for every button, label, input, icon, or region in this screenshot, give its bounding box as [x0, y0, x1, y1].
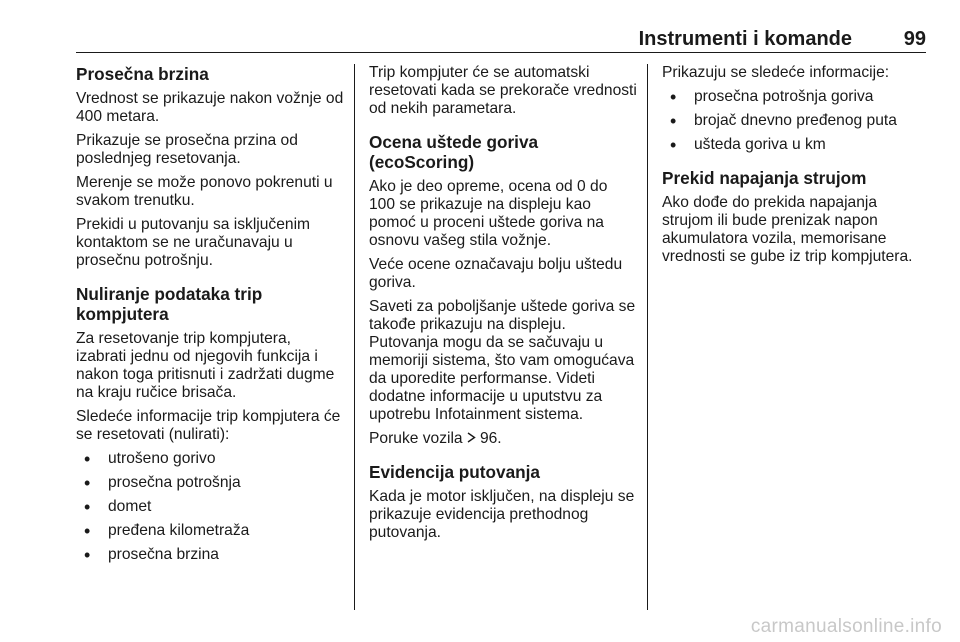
list-item: • prosečna potrošnja goriva	[662, 88, 932, 106]
column-2	[369, 64, 637, 548]
paragraph: Za resetovanje trip kompjutera, izabrati jednu od njegovih funkcija i nakon toga pritisnuti i zadržati dugme na kraju ručice brisača.	[76, 330, 335, 401]
section-heading-trip-log: Evidencija putovanja	[369, 462, 540, 482]
column-1	[76, 64, 344, 570]
paragraph: Veće ocene označavaju bolju uštedu goriva.	[369, 256, 623, 291]
column-divider-1	[354, 64, 355, 610]
page-header	[76, 26, 926, 53]
paragraph: Prikazuju se sledeće informacije:	[662, 64, 890, 81]
vehicle-messages-reference	[369, 430, 637, 448]
list-item: • pređena kilometraža	[76, 522, 344, 540]
page-number: 99	[903, 28, 926, 50]
column-3	[662, 64, 932, 272]
paragraph: Kada je motor isključen, na displeju se prikazuje evidencija prethodnog putovanja.	[369, 488, 635, 541]
reset-items-list	[76, 450, 344, 564]
site-watermark: carmanualsonline.info	[750, 616, 942, 637]
paragraph: Ako dođe do prekida napajanja strujom ili bude prenizak napon akumulatora vozila, memorisane vrednosti se gube iz trip kompjutera.	[662, 194, 913, 265]
column-divider-2	[647, 64, 648, 610]
header-title: Instrumenti i komande	[638, 28, 852, 50]
paragraph: Merenje se može ponovo pokrenuti u svakom trenutku.	[76, 174, 333, 209]
trip-log-info-list	[662, 88, 932, 154]
paragraph: Sledeće informacije trip kompjutera će se resetovati (nulirati):	[76, 408, 341, 443]
paragraph: Ako je deo opreme, ocena od 0 do 100 se prikazuje na displeju kao pomoć u proceni uštede goriva na osnovu vašeg stila vožnje.	[369, 178, 608, 249]
list-item: • domet	[76, 498, 344, 516]
section-heading-reset-trip-computer: Nuliranje podataka trip kompjutera	[76, 284, 263, 324]
list-item: • prosečna brzina	[76, 546, 344, 564]
list-item: • utrošeno gorivo	[76, 450, 344, 468]
list-item: • ušteda goriva u km	[662, 136, 932, 154]
paragraph: Prikazuje se prosečna przina od poslednjeg resetovanja.	[76, 132, 298, 167]
section-heading-average-speed: Prosečna brzina	[76, 64, 209, 84]
reference-page-link[interactable]: 96.	[479, 430, 502, 447]
section-heading-power-interruption: Prekid napajanja strujom	[662, 168, 867, 188]
paragraph: Saveti za poboljšanje uštede goriva se takođe prikazuju na displeju. Putovanja mogu da se sačuvaju u memoriji sistema, što vam omogućava da uporedite performanse. Videti dodatne informacije u uputstvu za upotrebu Infotainment sistema.	[369, 298, 636, 423]
paragraph: Vrednost se prikazuje nakon vožnje od 400 metara.	[76, 90, 344, 125]
section-heading-eco-scoring: Ocena uštede goriva (ecoScoring)	[369, 132, 539, 172]
paragraph: Trip kompjuter će se automatski resetovati kada se prekorače vrednosti od nekih parametara.	[369, 64, 637, 117]
reference-text: Poruke vozila	[369, 430, 463, 447]
page-reference-arrow-icon	[467, 430, 476, 448]
list-item: • brojač dnevno pređenog puta	[662, 112, 932, 130]
paragraph: Prekidi u putovanju sa isključenim kontaktom se ne uračunavaju u prosečnu potrošnju.	[76, 216, 311, 269]
list-item: • prosečna potrošnja	[76, 474, 344, 492]
